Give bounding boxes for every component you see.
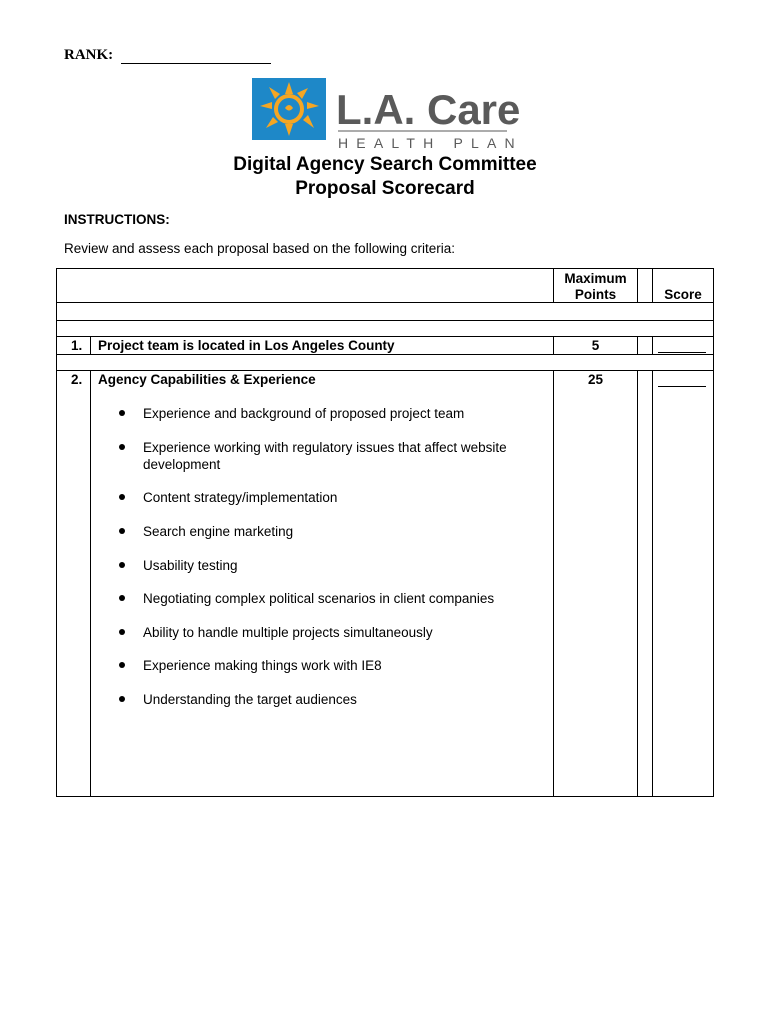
instructions-text: Review and assess each proposal based on the following criteria: [64,241,455,256]
row2-criterion: Agency Capabilities & Experience [98,372,316,387]
row2-bullet-item: Understanding the target audiences [143,692,357,707]
row2-max-points: 25 [587,372,604,387]
table-border-top [56,268,714,269]
table-border-right [713,268,714,797]
row2-bullet-item: Negotiating complex political scenarios in client companies [143,591,495,606]
logo-text-main: L.A. Care [336,86,521,133]
row2-number: 2. [71,372,83,387]
row2-bullet-item: Search engine marketing [143,524,294,539]
column-header-max-points [554,271,637,303]
column-header-max-points-line1: Maximum [564,271,627,286]
row2-divider-gap-left [637,370,638,797]
row1-max-points: 5 [591,338,600,353]
row1-divider-gap-left [637,336,638,355]
header-divider-gap-left [637,268,638,303]
bullet-icon [119,528,125,534]
instructions-heading: INSTRUCTIONS: [64,212,170,227]
row1-top [56,336,714,337]
bullet-icon [119,662,125,668]
row1-criterion: Project team is located in Los Angeles County [98,338,395,353]
row2-divider-points [553,370,554,797]
row1-divider-num [90,336,91,355]
column-header-max-points-line2: Points [574,287,617,302]
table-border-bottom [56,796,714,797]
spacer-row-bottom [56,320,714,321]
row2-bullet-item: Content strategy/implementation [143,490,338,505]
logo-text-sub: HEALTH PLAN® [338,135,522,151]
page-title-line2: Proposal Scorecard [295,178,475,199]
bullet-icon [119,696,125,702]
bullet-icon [119,595,125,601]
bullet-icon [119,494,125,500]
row1-score-field[interactable] [658,352,706,353]
row2-bullet-item: Usability testing [143,558,238,573]
rank-label: RANK: [64,47,114,63]
row2-score-field[interactable] [658,386,706,387]
row2-bullet-item: Experience and background of proposed project team [143,406,465,421]
bullet-icon [119,562,125,568]
row2-bullet-item: Experience making things work with IE8 [143,658,382,673]
la-care-logo-graphic [252,76,522,152]
rank-input-line[interactable] [121,63,271,64]
table-border-left [56,268,57,797]
row2-divider-gap-right [652,370,653,797]
row2-bullet-item: Ability to handle multiple projects simultaneously [143,625,433,640]
bullet-icon [119,444,125,450]
row2-divider-num [90,370,91,797]
page-title-line1: Digital Agency Search Committee [233,154,537,175]
row2-top [56,370,714,371]
bullet-icon [119,629,125,635]
la-care-logo [252,76,522,152]
row1-number: 1. [71,338,83,353]
bullet-icon [119,410,125,416]
row1-bottom [56,354,714,355]
row1-divider-gap-right [652,336,653,355]
row2-bullet-item: Experience working with regulatory issues that affect website development [143,440,507,472]
column-header-score: Score [664,287,702,302]
